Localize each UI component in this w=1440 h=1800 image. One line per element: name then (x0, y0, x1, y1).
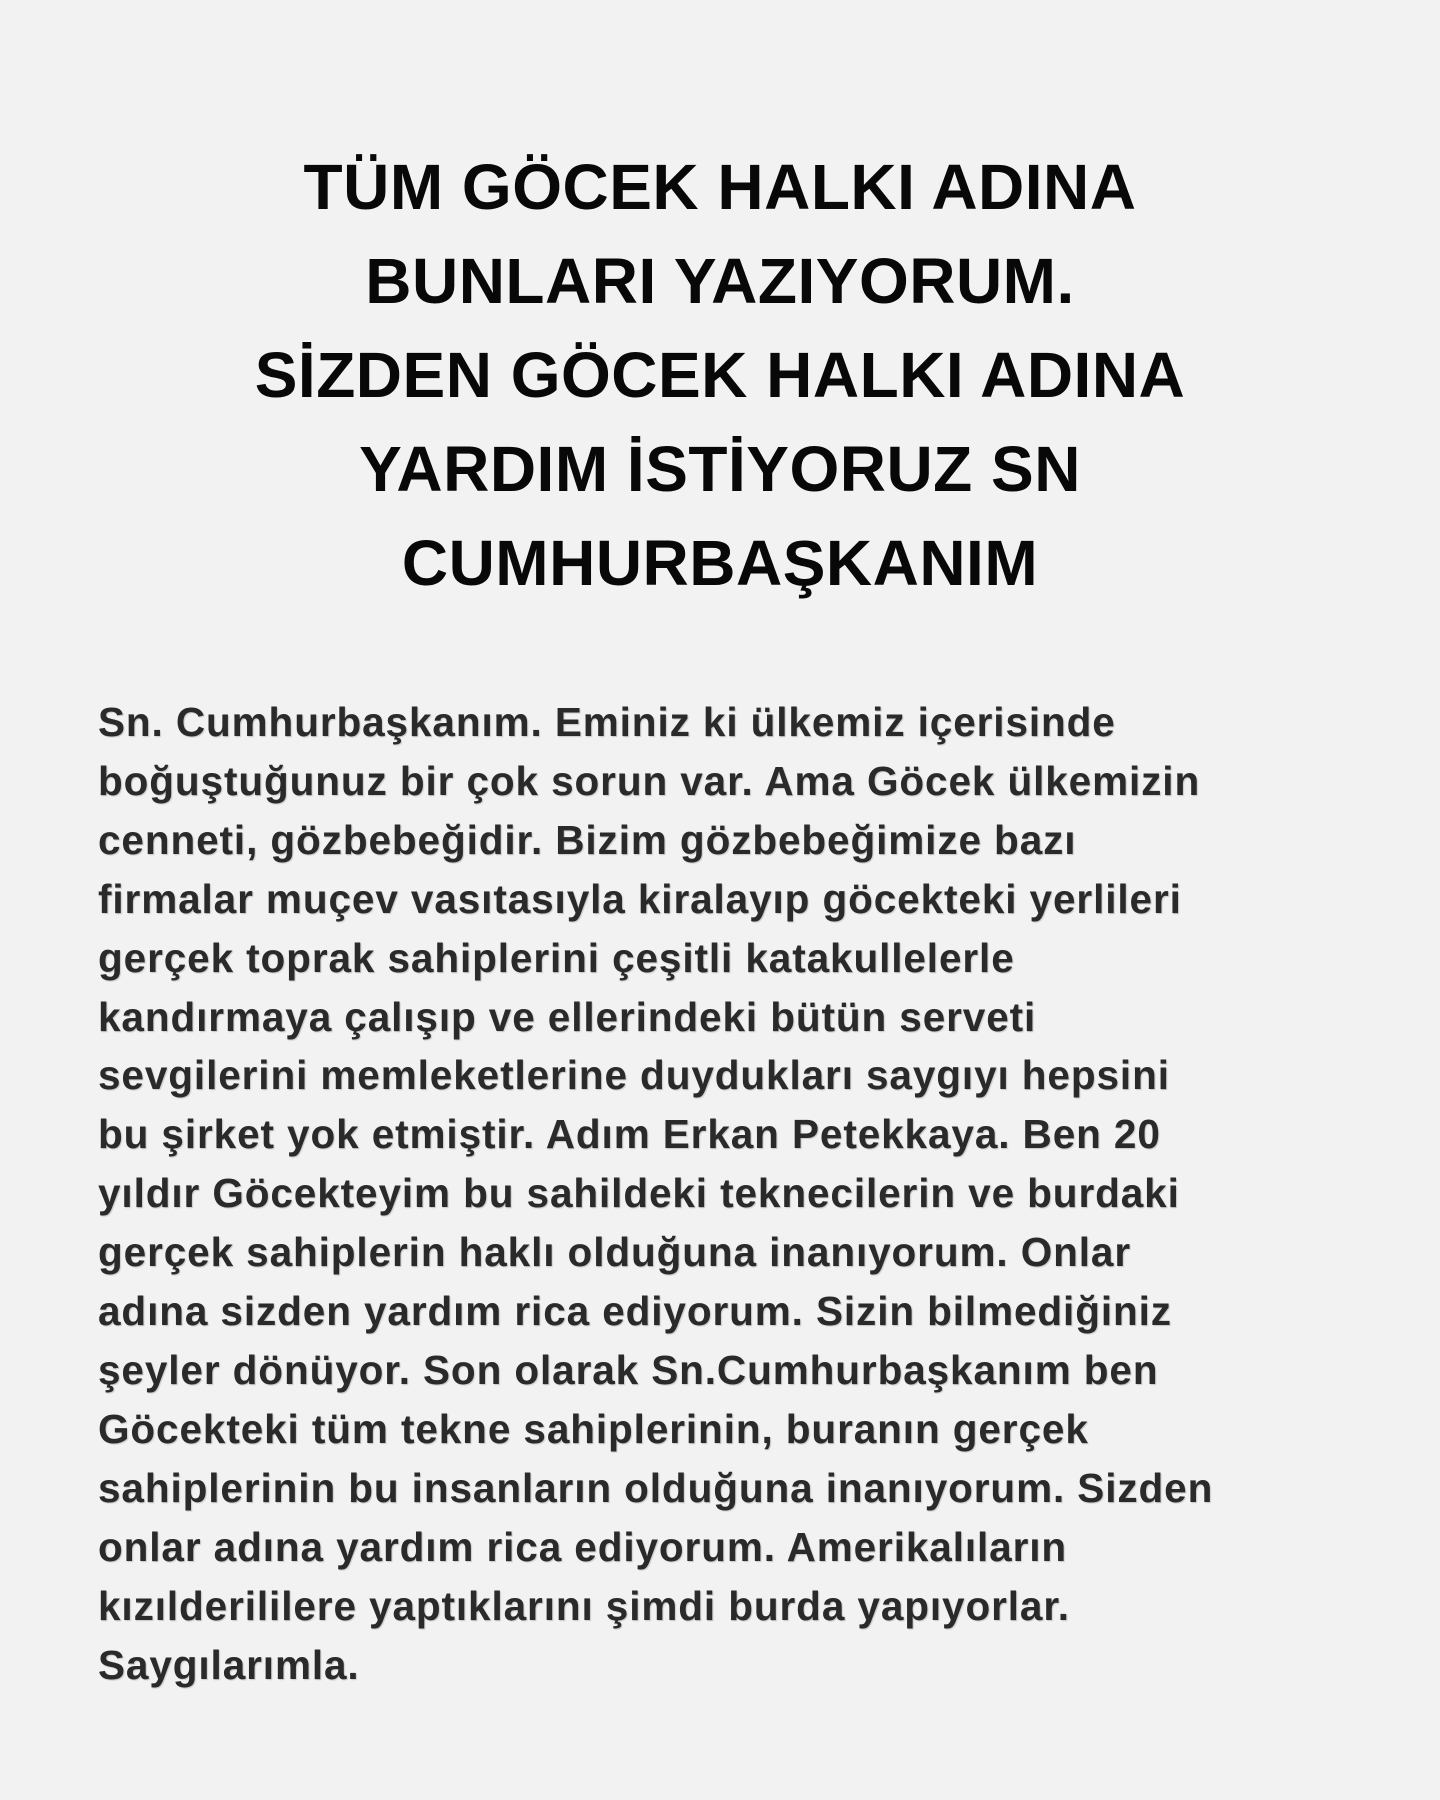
letter-line: şeyler dönüyor. Son olarak Sn.Cumhurbaşkanım ben (98, 1346, 1159, 1393)
title-line: YARDIM İSTİYORUZ SN (359, 433, 1081, 505)
letter-line: Göcekteki tüm tekne sahiplerinin, buranın gerçek (98, 1405, 1089, 1452)
letter-line: gerçek sahiplerin haklı olduğuna inanıyorum. Onlar (98, 1229, 1131, 1276)
letter-line: Saygılarımla. (98, 1641, 360, 1688)
title-line: CUMHURBAŞKANIM (401, 527, 1039, 599)
letter-line: gerçek toprak sahiplerini çeşitli katakullelerle (98, 934, 1015, 981)
letter-line: bu şirket yok etmiştir. Adım Erkan Petekkaya. Ben 20 (98, 1111, 1161, 1158)
title-line: BUNLARI YAZIYORUM. (365, 245, 1075, 317)
letter-line: Sn. Cumhurbaşkanım. Eminiz ki ülkemiz içerisinde (98, 699, 1116, 745)
letter-line: firmalar muçev vasıtasıyla kiralayıp göcekteki yerlileri (98, 875, 1182, 922)
letter-line: cenneti, gözbebeğidir. Bizim gözbebeğimize bazı (98, 816, 1077, 863)
letter-line: sevgilerini memleketlerine duydukları saygıyı hepsini (98, 1052, 1170, 1099)
page-title (120, 140, 1320, 610)
letter-line: adına sizden yardım rica ediyorum. Sizin bilmediğiniz (98, 1288, 1172, 1335)
letter-line: kızılderililere yaptıklarını şimdi burda yapıyorlar. (98, 1582, 1070, 1629)
letter-line: sahiplerinin bu insanların olduğuna inanıyorum. Sizden (98, 1464, 1214, 1511)
letter-line: kandırmaya çalışıp ve ellerindeki bütün serveti (98, 993, 1037, 1040)
letter-line: onlar adına yardım rica ediyorum. Amerikalıların (98, 1523, 1068, 1570)
title-line: SİZDEN GÖCEK HALKI ADINA (254, 339, 1186, 411)
title-line: TÜM GÖCEK HALKI ADINA (303, 151, 1137, 223)
letter-line: yıldır Göcekteyim bu sahildeki teknecilerin ve burdaki (98, 1170, 1180, 1217)
letter-line: boğuştuğunuz bir çok sorun var. Ama Göcek ülkemizin (98, 757, 1201, 804)
letter-body (98, 693, 1358, 1694)
